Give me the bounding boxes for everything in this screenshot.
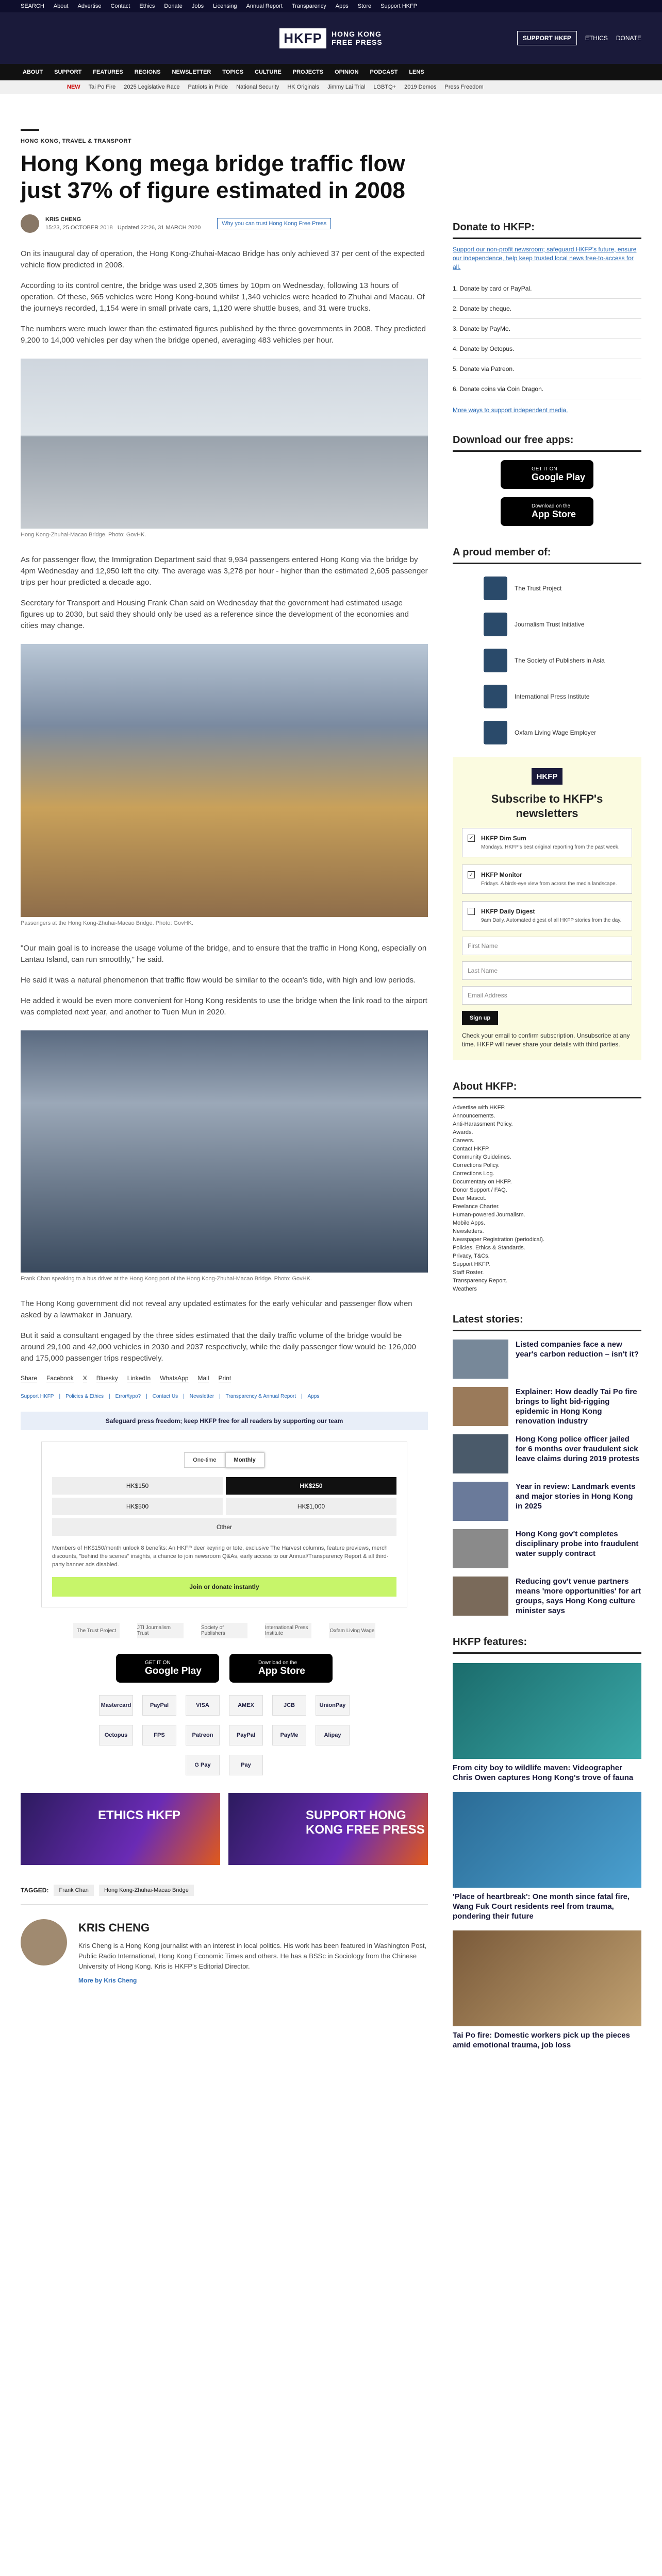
bus-photo — [21, 1030, 428, 1273]
amount-option[interactable]: HK$1,000 — [226, 1498, 396, 1515]
join-donate-button[interactable]: Join or donate instantly — [52, 1577, 396, 1597]
tag-link[interactable]: 2025 Legislative Race — [124, 84, 180, 90]
nav-projects[interactable]: PROJECTS — [292, 69, 324, 75]
about-link[interactable]: Advertise with HKFP. — [453, 1105, 506, 1111]
tag-link[interactable]: LGBTQ+ — [373, 84, 396, 90]
about-link[interactable]: Careers. — [453, 1138, 475, 1144]
paragraph: Secretary for Transport and Housing Frank Chan said on Wednesday that the government had estimated usage figures up to 2030, but said they should only be used as a reference since the development of the economies and cities may change. — [21, 599, 409, 630]
newsletter-name: HKFP Daily Digest — [481, 908, 535, 915]
more-ways-link[interactable]: More ways to support independent media. — [453, 406, 568, 414]
share-x[interactable]: X — [82, 1375, 87, 1382]
google-play-label: Google Play — [145, 1665, 202, 1676]
member-heading: A proud member of: — [453, 547, 641, 564]
donate-link[interactable]: DONATE — [616, 35, 641, 42]
paragraph: "Our main goal is to increase the usage volume of the bridge, and to ensure that the traffic in Hong Kong, especially on Lantau Island, can run smoothly," he said. — [21, 944, 427, 964]
jcb-icon[interactable]: JCB — [272, 1695, 306, 1716]
latest-story[interactable] — [453, 1482, 641, 1521]
one-time-option[interactable]: One-time — [184, 1452, 225, 1468]
tag-link[interactable]: Press Freedom — [444, 84, 484, 90]
feature-story[interactable] — [453, 1792, 641, 1921]
about-link[interactable]: Freelance Charter. — [453, 1204, 500, 1210]
feature-image — [453, 1930, 641, 2026]
member-name: Journalism Trust Initiative — [515, 620, 585, 628]
last-name-input[interactable]: Last Name — [462, 961, 632, 980]
about-link[interactable]: Anti-Harassment Policy. — [453, 1121, 513, 1127]
story-title: Listed companies face a new year's carbon reduction – isn't it? — [516, 1340, 639, 1359]
story-thumbnail — [453, 1387, 508, 1426]
topbar-apps[interactable]: Apps — [335, 3, 349, 9]
topbar-store[interactable]: Store — [357, 3, 372, 9]
feature-image — [453, 1792, 641, 1888]
tag-link[interactable]: Tai Po Fire — [88, 84, 116, 90]
logo-line1: HONG KONG — [332, 30, 382, 38]
checkbox-icon[interactable]: ✓ — [468, 871, 475, 878]
amount-option[interactable]: HK$500 — [52, 1498, 223, 1515]
article-title: Hong Kong mega bridge traffic flow just 37% of figure estimated in 2008 — [21, 151, 405, 203]
feature-title: From city boy to wildlife maven: Videographer Chris Owen captures Hong Kong's trove of fauna — [453, 1764, 634, 1782]
topbar-annual-report[interactable]: Annual Report — [246, 3, 283, 9]
newsletter-name: HKFP Monitor — [481, 871, 522, 878]
photo-caption: Passengers at the Hong Kong-Zhuhai-Macao Bridge. Photo: GovHK. — [21, 920, 194, 926]
feature-title: 'Place of heartbreak': One month since fatal fire, Wang Fuk Court residents reel from trauma, pondering their future — [453, 1892, 630, 1921]
donation-widget — [41, 1442, 407, 1607]
newsletter-option[interactable] — [462, 828, 632, 857]
nav-podcast[interactable]: PODCAST — [370, 69, 398, 75]
nav-features[interactable]: FEATURES — [93, 69, 123, 75]
newsletter-option[interactable] — [462, 901, 632, 930]
app-store-label: App Store — [258, 1665, 305, 1676]
ethics-promo[interactable]: ETHICS HKFP — [21, 1793, 220, 1865]
trust-project-icon — [484, 577, 507, 600]
unionpay-icon[interactable]: UnionPay — [316, 1695, 350, 1716]
topbar-licensing[interactable]: Licensing — [213, 3, 237, 9]
share-mail[interactable]: Mail — [197, 1375, 209, 1382]
gpay-icon[interactable]: G Pay — [186, 1755, 220, 1775]
member-org[interactable] — [453, 685, 641, 708]
about-link[interactable]: Awards. — [453, 1129, 473, 1136]
monthly-option[interactable]: Monthly — [225, 1452, 264, 1468]
newsletter-desc: Fridays. A birds-eye view from across the media landscape. — [481, 881, 617, 887]
story-title: Reducing gov't venue partners means 'more opportunities' for art groups, says Hong Kong culture minister says — [516, 1577, 641, 1615]
support-link[interactable]: Transparency & Annual Report — [225, 1394, 296, 1399]
sidebar — [453, 222, 641, 2050]
byline-text — [45, 216, 201, 231]
topbar-advertise[interactable]: Advertise — [77, 3, 102, 9]
topbar-about[interactable]: About — [53, 3, 69, 9]
support-link[interactable]: Error/typo? — [115, 1394, 141, 1399]
topbar-jobs[interactable]: Jobs — [191, 3, 204, 9]
badge[interactable]: Oxfam Living Wage — [329, 1623, 375, 1638]
feature-image — [453, 1663, 641, 1759]
octopus-icon[interactable]: Octopus — [99, 1725, 133, 1745]
search-link[interactable]: SEARCH — [21, 3, 44, 9]
more-by-author-link[interactable]: More by Kris Cheng — [78, 1977, 137, 1984]
updated-date: Updated 22:26, 31 MARCH 2020 — [117, 225, 201, 231]
member-name: International Press Institute — [515, 692, 590, 700]
member-org[interactable] — [453, 721, 641, 744]
about-link[interactable]: Announcements. — [453, 1113, 495, 1119]
newsletter-desc: 9am Daily. Automated digest of all HKFP stories from the day. — [481, 918, 622, 923]
amount-grid — [52, 1477, 396, 1536]
google-play-small: GET IT ON — [145, 1659, 171, 1666]
badge[interactable]: JTI Journalism Trust — [137, 1623, 184, 1638]
paragraph: The numbers were much lower than the estimated figures published by the three governments in 2008. They predicted 9,200 to 14,000 vehicles per day when the bridge opened, averaging 483 vehicles per hour. — [21, 325, 426, 345]
story-title: Year in review: Landmark events and major stories in Hong Kong in 2025 — [516, 1482, 636, 1511]
publish-date: 15:23, 25 OCTOBER 2018 — [45, 225, 113, 231]
member-org[interactable] — [453, 613, 641, 636]
nav-support[interactable]: SUPPORT — [54, 69, 82, 75]
header-actions — [517, 31, 641, 45]
newsletter-signup — [453, 757, 641, 1060]
support-promo[interactable]: SUPPORT HONG KONG FREE PRESS — [228, 1793, 428, 1865]
share-bar — [21, 1375, 428, 1382]
about-link[interactable]: Corrections Policy. — [453, 1162, 500, 1168]
about-link[interactable]: Community Guidelines. — [453, 1154, 511, 1160]
member-org[interactable] — [453, 649, 641, 672]
paragraph: As for passenger flow, the Immigration Department said that 9,934 passengers entered Hong Kong via the bridge by 4pm Wednesday and 12,950 left the city. The average was 3,278 per hour - higher than the estimated 2,605 passenger trips per hour predicted a decade ago. — [21, 555, 428, 587]
site-logo[interactable]: HKFP — [279, 28, 326, 48]
nav-regions[interactable]: REGIONS — [134, 69, 161, 75]
mastercard-icon[interactable]: Mastercard — [99, 1695, 133, 1716]
newsletter-name: HKFP Dim Sum — [481, 835, 526, 842]
donate-note-link[interactable]: Support our non-profit newsroom; safeguard HKFP's future, ensure our independence, help keep trusted local news free-to-access for all. — [453, 246, 637, 270]
about-link[interactable]: Transparency Report. — [453, 1278, 507, 1284]
amount-option[interactable]: HK$150 — [52, 1477, 223, 1495]
donate-method[interactable]: 1. Donate by card or PayPal. — [453, 279, 641, 299]
email-input[interactable]: Email Address — [462, 986, 632, 1005]
latest-heading: Latest stories: — [453, 1314, 641, 1331]
author-name[interactable]: KRIS CHENG — [78, 1921, 150, 1934]
google-play-label: Google Play — [532, 472, 586, 482]
about-link[interactable]: Corrections Log. — [453, 1171, 494, 1177]
payme-icon[interactable]: PayMe — [272, 1725, 306, 1745]
trending-tags-bar — [0, 80, 662, 94]
about-link[interactable]: Staff Roster. — [453, 1269, 484, 1276]
topbar-donate[interactable]: Donate — [164, 3, 183, 9]
nav-culture[interactable]: CULTURE — [255, 69, 282, 75]
share-linkedin[interactable]: LinkedIn — [127, 1375, 151, 1382]
bridge-photo — [21, 359, 428, 529]
visa-icon[interactable]: VISA — [186, 1695, 220, 1716]
support-link[interactable]: Newsletter — [189, 1394, 214, 1399]
about-link[interactable]: Policies, Ethics & Standards. — [453, 1245, 525, 1251]
member-name: The Trust Project — [515, 584, 562, 592]
donate-note — [453, 245, 641, 272]
sopa-icon — [484, 649, 507, 672]
share-bluesky[interactable]: Bluesky — [96, 1375, 118, 1382]
newsletter-note: Check your email to confirm subscription. Unsubscribe at any time. HKFP will never share your details with third parties. — [462, 1032, 630, 1048]
apps-heading: Download our free apps: — [453, 434, 641, 452]
about-link[interactable]: Deer Mascot. — [453, 1195, 487, 1201]
story-thumbnail — [453, 1340, 508, 1379]
ipi-icon — [484, 685, 507, 708]
author-photo[interactable] — [21, 1919, 67, 1965]
topbar-contact[interactable]: Contact — [110, 3, 130, 9]
promo-banners — [21, 1793, 428, 1865]
donate-method[interactable]: 5. Donate via Patreon. — [453, 359, 641, 379]
safeguard-banner: Safeguard press freedom; keep HKFP free for all readers by supporting our team — [21, 1412, 428, 1430]
member-name: The Society of Publishers in Asia — [515, 656, 605, 664]
support-link[interactable]: Contact Us — [152, 1394, 178, 1399]
latest-story[interactable] — [453, 1387, 641, 1426]
topbar-transparency[interactable]: Transparency — [291, 3, 326, 9]
about-link[interactable]: Support HKFP. — [453, 1261, 490, 1267]
signup-button[interactable]: Sign up — [462, 1011, 498, 1025]
feature-story[interactable] — [453, 1663, 641, 1783]
nav-newsletter[interactable]: NEWSLETTER — [172, 69, 211, 75]
patreon-icon[interactable]: Patreon — [186, 1725, 220, 1745]
member-badges — [21, 1623, 428, 1638]
feature-story[interactable] — [453, 1930, 641, 2050]
badge[interactable]: International Press Institute — [265, 1623, 311, 1638]
paypal-icon[interactable]: PayPal — [142, 1695, 176, 1716]
support-link[interactable]: Apps — [307, 1394, 320, 1399]
tag-link[interactable]: National Security — [236, 84, 279, 90]
newsletter-desc: Mondays. HKFP's best original reporting from the past week. — [481, 844, 620, 850]
paragraph: The Hong Kong government did not reveal any updated estimates for the early vehicular and passenger flow when asked by a lawmaker in January. — [21, 1299, 412, 1319]
top-utility-bar — [0, 0, 662, 12]
app-store-small: Download on the — [532, 503, 571, 509]
about-link[interactable]: Weathers — [453, 1286, 477, 1292]
new-label: NEW — [67, 84, 80, 90]
story-thumbnail — [453, 1577, 508, 1616]
support-link[interactable]: Support HKFP — [21, 1394, 54, 1399]
jti-icon — [484, 613, 507, 636]
title-rule — [21, 129, 39, 131]
paragraph: According to its control centre, the bridge was used 2,305 times by 10pm on Wednesday, following 13 hours of operation. Of these, 965 vehicles were Hong Kong-bound whilst 1,340 vehicles were headed to Zhuhai and Macau. Of the journeys recorded, 1,154 were in small private cars, 1,120 were shuttle buses, and 31 were trucks. — [21, 281, 425, 313]
applepay-icon[interactable]: Pay — [229, 1755, 263, 1775]
nav-opinion[interactable]: OPINION — [335, 69, 359, 75]
fps-icon[interactable]: FPS — [142, 1725, 176, 1745]
paragraph: On its inaugural day of operation, the Hong Kong-Zhuhai-Macao Bridge has only achieved 37 per cent of the expected vehicle flow predicted in 2008. — [21, 249, 425, 269]
main-nav — [0, 64, 662, 80]
badge[interactable]: The Trust Project — [73, 1623, 120, 1638]
nav-about[interactable]: ABOUT — [23, 69, 43, 75]
nav-topics[interactable]: TOPICS — [222, 69, 244, 75]
tag-link[interactable]: HK Originals — [287, 84, 320, 90]
paypal-icon[interactable]: PayPal — [229, 1725, 263, 1745]
story-title: Hong Kong police officer jailed for 6 months over fraudulent sick leave claims during 2019 protests — [516, 1435, 640, 1463]
latest-story[interactable] — [453, 1577, 641, 1616]
about-link[interactable]: Donor Support / FAQ. — [453, 1187, 507, 1193]
support-hkfp-button[interactable]: SUPPORT HKFP — [517, 31, 577, 45]
share-print[interactable]: Print — [218, 1375, 231, 1382]
donate-heading: Donate to HKFP: — [453, 222, 641, 239]
donate-method[interactable]: 6. Donate coins via Coin Dragon. — [453, 379, 641, 399]
passengers-photo — [21, 644, 428, 917]
paragraph: He added it would be even more convenient for Hong Kong residents to use the bridge when the link road to the airport was completed next year, and another to Tuen Mun in 2020. — [21, 996, 427, 1016]
support-links: Support HKFP | Policies & Ethics | Error/typo? | Contact Us | Newsletter | Transparency & Annual Report | Apps — [21, 1394, 320, 1399]
about-link[interactable]: Contact HKFP. — [453, 1146, 490, 1152]
tag-link[interactable]: Jimmy Lai Trial — [327, 84, 366, 90]
latest-story[interactable] — [453, 1434, 641, 1473]
logo-line2: FREE PRESS — [332, 38, 383, 46]
byline — [21, 214, 428, 233]
google-play-button[interactable] — [116, 1654, 219, 1683]
share-link[interactable]: Share — [21, 1375, 38, 1382]
alipay-icon[interactable]: Alipay — [316, 1725, 350, 1745]
latest-story[interactable] — [453, 1340, 641, 1379]
share-whatsapp[interactable]: WhatsApp — [160, 1375, 189, 1382]
support-link[interactable]: Policies & Ethics — [65, 1394, 104, 1399]
amount-option[interactable]: HK$250 — [226, 1477, 396, 1495]
share-facebook[interactable]: Facebook — [46, 1375, 74, 1382]
about-links — [453, 1104, 641, 1293]
app-store-button[interactable] — [229, 1654, 333, 1683]
author-avatar[interactable] — [21, 214, 39, 233]
latest-story[interactable] — [453, 1529, 641, 1568]
story-thumbnail — [453, 1434, 508, 1473]
section-breadcrumb[interactable]: HONG KONG, TRAVEL & TRANSPORT — [21, 138, 132, 144]
about-heading: About HKFP: — [453, 1081, 641, 1098]
checkbox-icon[interactable]: ✓ — [468, 835, 475, 842]
trust-link[interactable]: Why you can trust Hong Kong Free Press — [217, 218, 331, 229]
ethics-link[interactable]: ETHICS — [585, 35, 608, 42]
site-header — [0, 12, 662, 64]
tags-row — [21, 1885, 428, 1905]
author-bio: Kris Cheng is a Hong Kong journalist with an interest in local politics. His work has been featured in Washington Post, Public Radio International, Hong Kong Economic Times and others. He has a BSSc in Sociology from the Chinese University of Hong Kong. Kris is HKFP's Editorial Director. — [78, 1942, 427, 1970]
story-title: Explainer: How deadly Tai Po fire brings to light bid-rigging epidemic in Hong Kong renovation industry — [516, 1387, 637, 1426]
tag-chip[interactable]: Frank Chan — [54, 1885, 93, 1896]
photo-caption: Hong Kong-Zhuhai-Macao Bridge. Photo: GovHK. — [21, 532, 146, 538]
app-store-buttons — [21, 1654, 428, 1683]
membership-perks: Members of HK$150/month unlock 8 benefits: An HKFP deer keyring or tote, exclusive The Harvest columns, feature previews, merch discounts, "behind the scenes" insights, a chance to join newsroom Q&As, early access to our Annual/Transparency Report & all third-party banner ads disabled. — [52, 1545, 389, 1568]
payment-methods — [85, 1695, 363, 1775]
feature-title: Tai Po fire: Domestic workers pick up the pieces amid emotional trauma, job loss — [453, 2031, 630, 2049]
newsletter-heading: Subscribe to HKFP's newsletters — [491, 792, 603, 820]
features-heading: HKFP features: — [453, 1636, 641, 1654]
hkfp-logo-icon: HKFP — [532, 768, 562, 785]
story-thumbnail — [453, 1529, 508, 1568]
tag-link[interactable]: 2019 Demos — [404, 84, 437, 90]
about-link[interactable]: Documentary on HKFP. — [453, 1179, 512, 1185]
member-name: Oxfam Living Wage Employer — [515, 728, 597, 736]
other-amount-option[interactable]: Other — [52, 1518, 396, 1536]
author-link[interactable]: KRIS CHENG — [45, 216, 81, 223]
photo-caption: Frank Chan speaking to a bus driver at the Hong Kong port of the Hong Kong-Zhuhai-Macao Bridge. Photo: GovHK. — [21, 1276, 312, 1282]
about-link[interactable]: Newspaper Registration (periodical). — [453, 1236, 544, 1243]
donate-method[interactable]: 2. Donate by cheque. — [453, 299, 641, 319]
checkbox-icon[interactable] — [468, 908, 475, 915]
tag-chip[interactable]: Hong Kong-Zhuhai-Macao Bridge — [99, 1885, 194, 1896]
story-thumbnail — [453, 1482, 508, 1521]
badge[interactable]: Society of Publishers — [201, 1623, 247, 1638]
nav-lens[interactable]: LENS — [409, 69, 424, 75]
topbar-ethics[interactable]: Ethics — [139, 3, 155, 9]
about-link[interactable]: Privacy, T&Cs. — [453, 1253, 490, 1259]
topbar-support[interactable]: Support HKFP — [380, 3, 418, 9]
member-org[interactable] — [453, 577, 641, 600]
first-name-input[interactable]: First Name — [462, 937, 632, 955]
amex-icon[interactable]: AMEX — [229, 1695, 263, 1716]
tag-link[interactable]: Patriots in Pride — [188, 84, 228, 90]
about-link[interactable]: Mobile Apps. — [453, 1220, 485, 1226]
google-play-small: GET IT ON — [532, 466, 557, 472]
donate-list — [453, 279, 641, 399]
app-store-small: Download on the — [258, 1659, 297, 1666]
author-box — [21, 1919, 428, 1984]
story-title: Hong Kong gov't completes disciplinary probe into fraudulent water supply contract — [516, 1530, 639, 1558]
article-main — [21, 98, 428, 1984]
newsletter-option[interactable] — [462, 865, 632, 894]
frequency-toggle — [52, 1452, 396, 1468]
donate-method[interactable]: 3. Donate by PayMe. — [453, 319, 641, 339]
app-store-button[interactable] — [501, 497, 593, 526]
paragraph: He said it was a natural phenomenon that traffic flow would be similar to the ocean's tide, with high and low periods. — [21, 976, 416, 985]
about-link[interactable]: Newsletters. — [453, 1228, 484, 1234]
google-play-button[interactable] — [501, 460, 593, 489]
oxfam-icon — [484, 721, 507, 744]
app-store-label: App Store — [532, 509, 576, 519]
paragraph: But it said a consultant engaged by the three sides estimated that the daily traffic volume of the bridge would be around 29,100 and 42,000 vehicles in 2030 and 2037 respectively, while the daily passenger flow would be 126,000 and 175,000 passenger trips respectively. — [21, 1331, 416, 1363]
donate-method[interactable]: 4. Donate by Octopus. — [453, 339, 641, 359]
tagged-label: TAGGED: — [21, 1887, 49, 1894]
site-logo-text — [332, 30, 383, 46]
about-link[interactable]: Human-powered Journalism. — [453, 1212, 525, 1218]
